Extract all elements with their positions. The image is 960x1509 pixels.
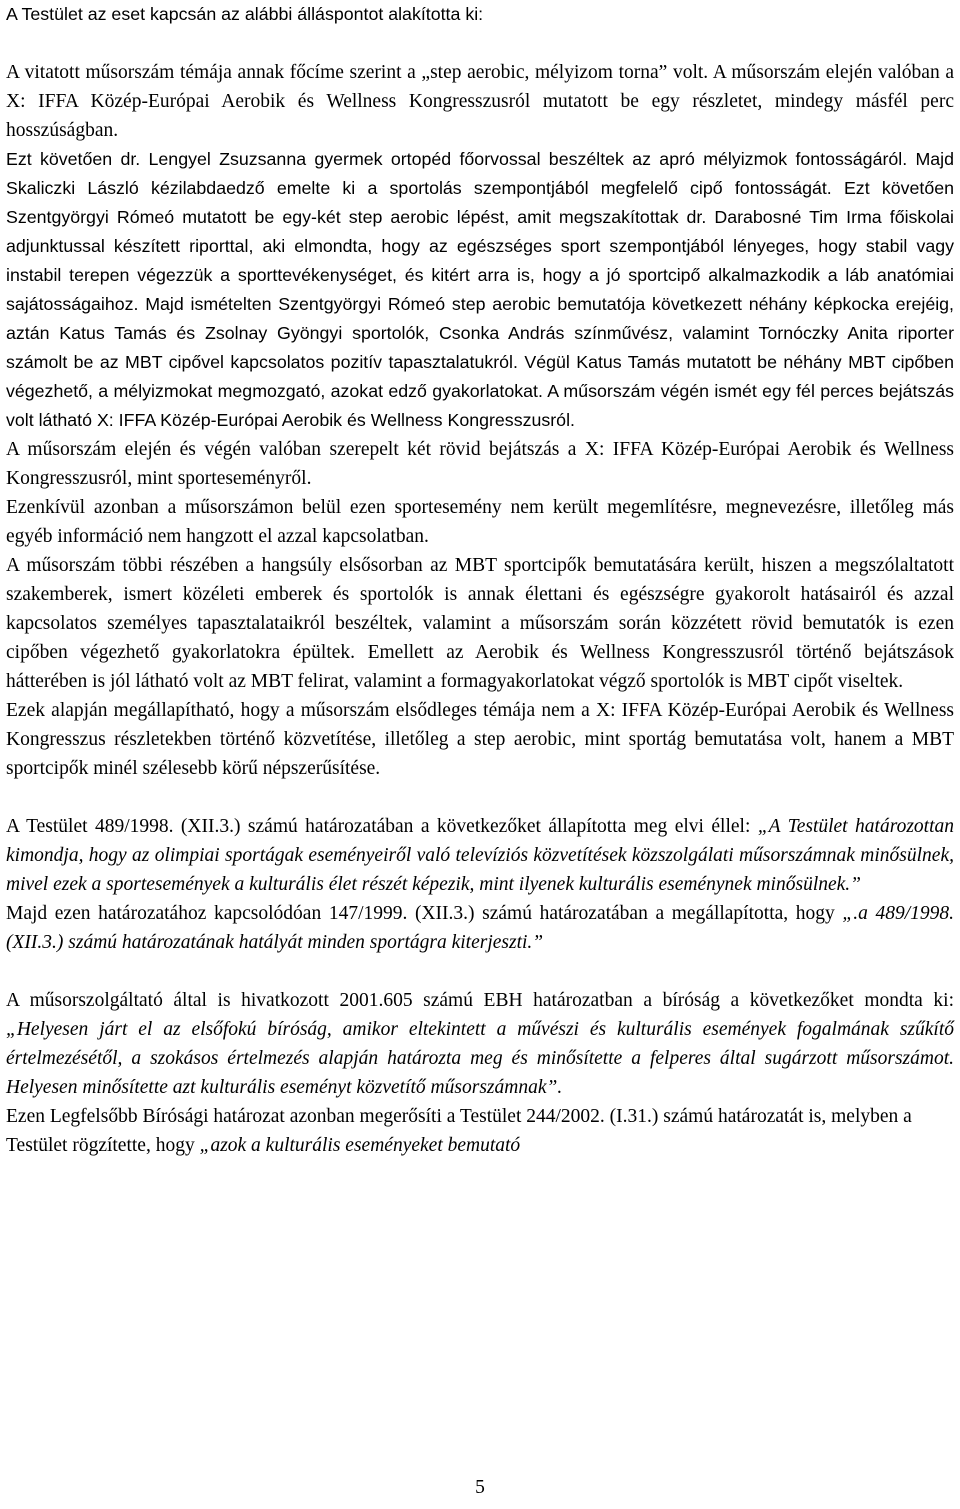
description-part-2: Ezt követően dr. xyxy=(6,149,141,169)
page-number: 5 xyxy=(475,1477,485,1498)
paragraph-8-quote: „.a 489/1998. (XII.3.) számú határozatának hatályát minden sportágra kiterjeszti.” xyxy=(6,903,955,953)
paragraph-9 xyxy=(6,986,954,1102)
paragraph-5: A műsorszám többi részében a hangsúly elsősorban az MBT sportcipők bemutatására került, hiszen a megszólaltatott szakemberek, ismert közéleti emberek és sportolók is annak élettani és egészségre gyakorolt hatásairól és azzal kapcsolatos személyes tapasztalataikról beszéltek, valamint a műsorszám során közzétett rövid bemutatók is ezen cipőben végezhető gyakorlatokra épültek. Emellett az Aerobik és Wellness Kongresszusról történő bejátszások hátterében is jól látható volt az MBT felirat, valamint a formagyakorlatokat végző sportolók is MBT cipőt viseltek. xyxy=(6,555,954,692)
paragraph-3: A műsorszám elején és végén valóban szerepelt két rövid bejátszás a X: IFFA Közép-Európai Aerobik és Wellness Kongresszusról, mint sporteseményről. xyxy=(6,439,954,489)
paragraph-6: Ezek alapján megállapítható, hogy a műsorszám elsődleges témája nem a X: IFFA Közép-Európai Aerobik és Wellness Kongresszus részletekben történő közvetítése, illetőleg a step aerobic, mint sportág bemutatása volt, hanem a MBT sportcipők minél szélesebb körű népszerűsítése. xyxy=(6,700,954,779)
spacer xyxy=(6,957,954,986)
paragraph-9-lead: A műsorszolgáltató által is hivatkozott 2001.605 számú EBH határozatban a bíróság a következőket mondta ki: xyxy=(6,990,954,1011)
paragraph-8 xyxy=(6,899,954,957)
paragraph-7-lead: A Testület 489/1998. (XII.3.) számú határozatában a következőket állapította meg elvi éllel: xyxy=(6,816,758,837)
paragraph-10 xyxy=(6,1102,954,1160)
description-paragraph xyxy=(6,58,954,435)
paragraph-7 xyxy=(6,812,954,899)
spacer xyxy=(6,783,954,812)
description-part-1: A vitatott műsorszám témája annak főcíme szerint a „step aerobic, mélyizom torna” volt. A műsorszám elején valóban a X: IFFA Közép-Európai Aerobik és Wellness Kongresszusról mutatott be egy részletet, mindegy másfél perc hosszúságban. xyxy=(6,62,954,141)
paragraph-10-quote: „azok a kulturális eseményeket bemutató xyxy=(199,1135,521,1156)
paragraph-4: Ezenkívül azonban a műsorszámon belül ezen sportesemény nem került megemlítésre, megnevezésre, illetőleg más egyéb információ nem hangzott el azzal kapcsolatban. xyxy=(6,497,954,547)
paragraph-10-lead: Ezen Legfelsőbb Bírósági határozat azonban megerősíti a Testület 244/2002. (I.31.) számú határozatát is, melyben a Testület rögzítette, hogy xyxy=(6,1106,912,1156)
intro-paragraph: A Testület az eset kapcsán az alábbi álláspontot alakította ki: xyxy=(6,4,484,24)
paragraph-9-quote: „Helyesen járt el az elsőfokú bíróság, amikor eltekintett a művészi és kulturális események fogalmának szűkítő értelmezésétől, a szokásos értelmezés alapján határozta meg és minősítette a felperes által sugárzott műsorszámot. Helyesen minősítette azt kulturális eseményt közvetítő műsorszámnak”. xyxy=(6,1019,954,1098)
description-part-4: Majd Skaliczki László kézilabdaedző emelte ki a sportolás szempontjából megfelelő cipő fontosságát. Ezt követően Szentgyörgyi Rómeó mutatott be egy-két step aerobic lépést, amit megszakítottak dr. Darabosné Tim Irma főiskolai adjunktussal készített riporttal, aki elmondta, hogy az egészséges sport szempontjából lényeges, hogy stabil vagy instabil terepen végezzük a sporttevékenységet, és kitért arra is, hogy a jó sportcipő alkalmazkodik a láb anatómiai sajátosságaihoz. Majd ismételten Szentgyörgyi Rómeó step aerobic bemutatója következett néhány képkocka erejéig, aztán Katus Tamás és Zsolnay Gyöngyi sportolók, Csonka András színművész, valamint Tornóczky Anita riporter számolt be az MBT cipővel kapcsolatos pozitív tapasztalatukról. Végül Katus Tamás mutatott be néhány MBT cipőben végezhető, a mélyizmokat megmozgató, azokat edző gyakorlatokat. A műsorszám végén ismét egy fél perces bejátszás volt látható X: IFFA Közép-Európai Aerobik és Wellness Kongresszusról. xyxy=(6,149,955,430)
description-part-3: Lengyel Zsuzsanna gyermek ortopéd főorvossal beszéltek az apró mélyizmok fontosságáról. xyxy=(140,149,908,169)
document-body xyxy=(6,0,954,1160)
spacer xyxy=(6,29,954,58)
paragraph-8-lead: Majd ezen határozatához kapcsolódóan 147/1999. (XII.3.) számú határozatában a megállapította, hogy xyxy=(6,903,843,924)
paragraph-7-quote: „A Testület határozottan kimondja, hogy az olimpiai sportágak eseményeiről való televíziós közvetítések közszolgálati műsorszámnak minősülnek, mivel ezek a sportesemények a kulturális élet részét képezik, mint ilyenek kulturális eseménynek minősülnek.” xyxy=(6,816,954,895)
